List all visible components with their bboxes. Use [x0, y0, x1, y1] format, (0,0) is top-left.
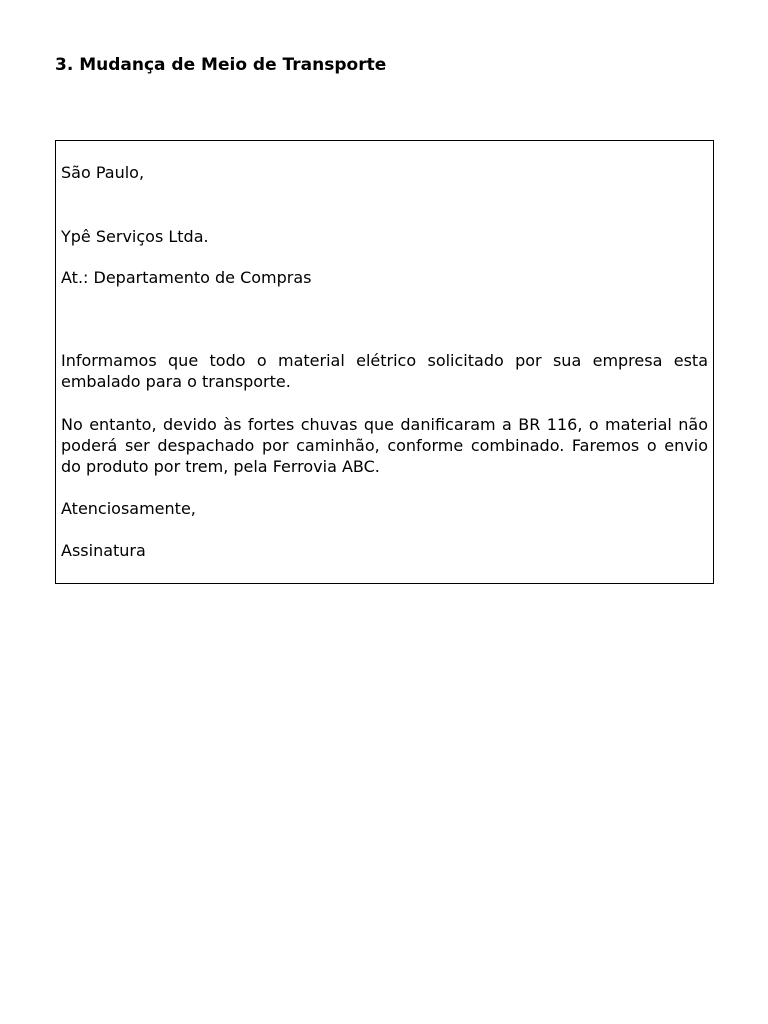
- letter-paragraph-1: Informamos que todo o material elétrico solicitado por sua empresa esta embalado para o transporte.: [61, 351, 708, 391]
- letter-closing: Atenciosamente,: [61, 499, 196, 518]
- letter-signature: Assinatura: [61, 541, 146, 560]
- letter-city: São Paulo,: [61, 163, 145, 182]
- letter-recipient-company: Ypê Serviços Ltda.: [61, 227, 209, 246]
- letter-box: [55, 140, 714, 584]
- section-title: 3. Mudança de Meio de Transporte: [55, 55, 387, 75]
- letter-paragraph-2: No entanto, devido às fortes chuvas que danificaram a BR 116, o material não poderá ser despachado por caminhão, conforme combinado. Faremos o envio do produto por trem, pela Ferrovia ABC.: [61, 415, 708, 476]
- letter-attention-line: At.: Departamento de Compras: [61, 268, 312, 287]
